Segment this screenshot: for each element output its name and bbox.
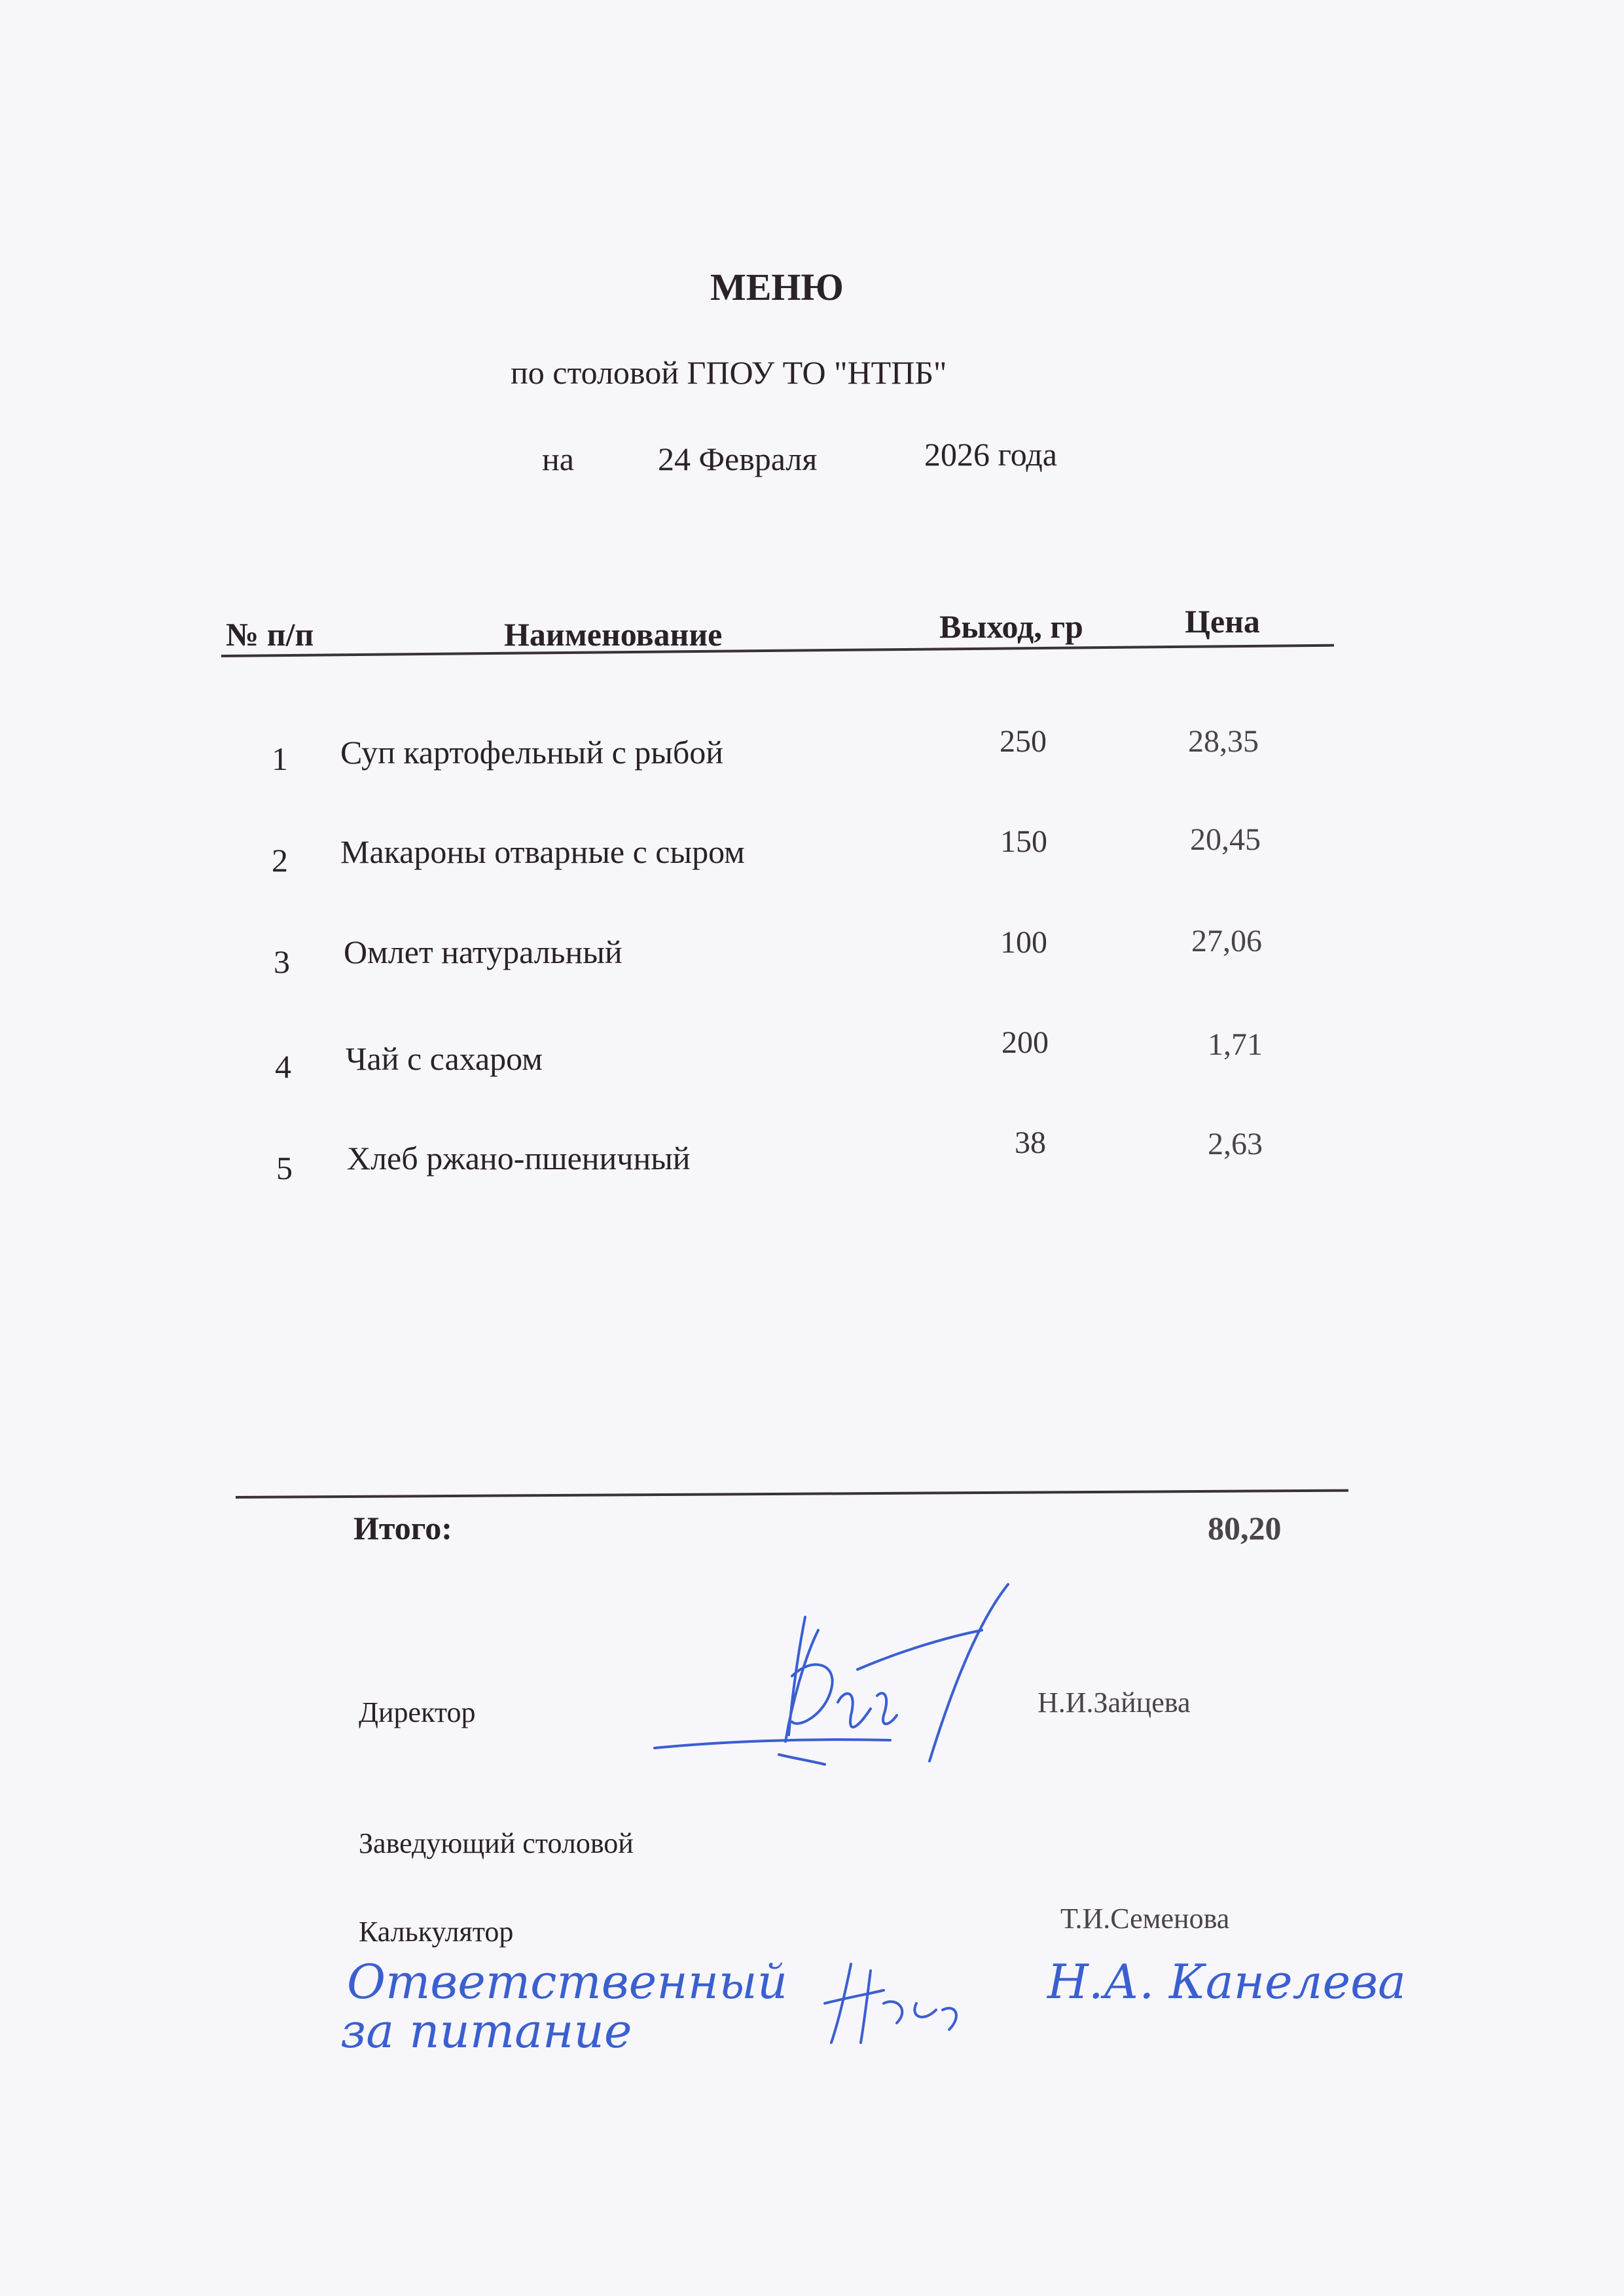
column-header-yield: Выход, гр <box>939 608 1083 645</box>
row-yield: 100 <box>1000 925 1047 960</box>
director-name: Н.И.Зайцева <box>1038 1686 1191 1719</box>
handwritten-responsible-line2: за питание <box>340 2003 632 2058</box>
row-name: Чай с сахаром <box>346 1040 543 1077</box>
row-yield: 200 <box>1001 1025 1049 1060</box>
row-number: 1 <box>272 740 288 777</box>
calculator-role: Калькулятор <box>359 1916 514 1948</box>
date-year: 2026 года <box>924 436 1057 473</box>
director-role: Директор <box>359 1696 476 1728</box>
date-prefix: на <box>542 441 574 477</box>
row-price: 28,35 <box>1188 724 1259 759</box>
date-day-month: 24 Февраля <box>658 441 818 477</box>
row-number: 3 <box>274 943 290 980</box>
row-number: 2 <box>272 842 288 879</box>
row-name: Макароны отварные с сыром <box>340 833 745 870</box>
row-number: 4 <box>275 1048 291 1085</box>
handwritten-responsible-name: Н.А. Канелева <box>1047 1954 1406 2009</box>
header-divider <box>221 644 1334 657</box>
column-header-price: Цена <box>1185 603 1260 640</box>
row-name: Суп картофельный с рыбой <box>340 734 724 771</box>
responsible-signature <box>812 1958 1008 2049</box>
handwritten-responsible-line1: Ответственный <box>347 1954 788 2009</box>
column-header-number: № п/п <box>226 616 314 653</box>
canteen-head-role: Заведующий столовой <box>359 1827 634 1859</box>
row-price: 1,71 <box>1208 1027 1263 1062</box>
document-subtitle: по столовой ГПОУ ТО "НТПБ" <box>511 354 947 391</box>
row-price: 20,45 <box>1190 822 1261 857</box>
row-name: Омлет натуральный <box>344 934 623 970</box>
calculator-name: Т.И.Семенова <box>1060 1903 1230 1935</box>
row-price: 2,63 <box>1208 1127 1263 1161</box>
row-number: 5 <box>276 1150 293 1186</box>
total-divider <box>236 1489 1348 1499</box>
row-name: Хлеб ржано-пшеничный <box>347 1140 691 1176</box>
row-price: 27,06 <box>1191 924 1262 958</box>
row-yield: 38 <box>1015 1125 1046 1160</box>
document-title: МЕНЮ <box>710 266 844 308</box>
row-yield: 250 <box>1000 724 1047 759</box>
row-yield: 150 <box>1000 824 1047 859</box>
column-header-name: Наименование <box>504 616 723 653</box>
total-label: Итого: <box>353 1510 452 1546</box>
director-signature <box>641 1578 1100 1787</box>
total-value: 80,20 <box>1208 1510 1282 1546</box>
